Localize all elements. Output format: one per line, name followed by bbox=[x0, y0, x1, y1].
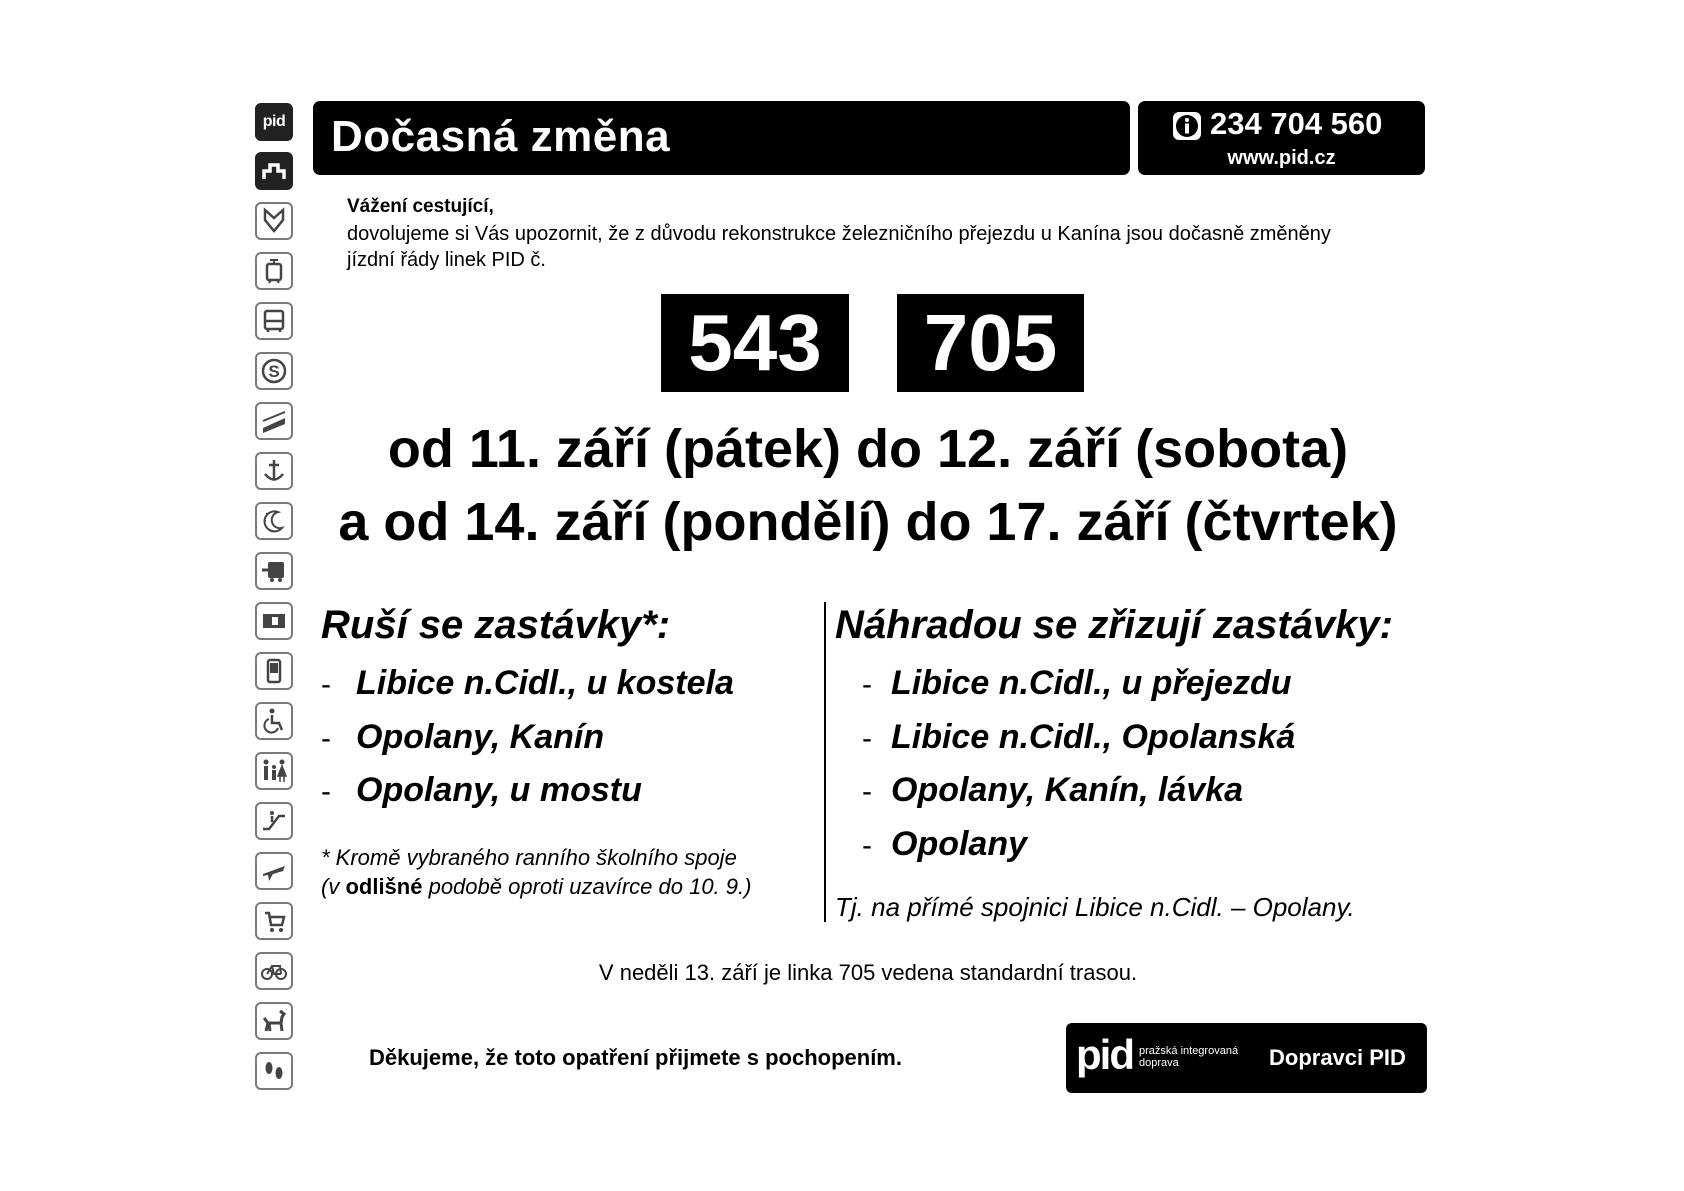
title-bar bbox=[313, 101, 1130, 175]
bus-icon bbox=[255, 302, 293, 340]
airport-icon bbox=[255, 852, 293, 890]
info-icon bbox=[1172, 111, 1202, 141]
replacement-heading: Náhradou se zřizují zastávky: bbox=[835, 603, 1393, 647]
pid-logo: pid bbox=[1076, 1031, 1133, 1078]
greeting: Vážení cestující, bbox=[347, 196, 494, 217]
intro-text: dovolujeme si Vás upozornit, že z důvodu rekonstrukce železničního přejezdu u Kanína jsou dočasně změněny jízdní řády linek PID č. bbox=[347, 223, 1331, 271]
list-dash: - bbox=[321, 668, 331, 701]
info-bar bbox=[1138, 101, 1425, 175]
train-s-icon bbox=[255, 352, 293, 390]
pid-subtitle: pražská integrovaná doprava bbox=[1139, 1045, 1239, 1069]
thanks-text: Děkujeme, že toto opatření přijmete s pochopením. bbox=[369, 1045, 902, 1070]
replacement-bus-icon bbox=[255, 552, 293, 590]
night-icon bbox=[255, 502, 293, 540]
cancelled-stop: Libice n.Cidl., u kostela bbox=[356, 664, 734, 702]
date-range-2: a od 14. září (pondělí) do 17. září (čtvrtek) bbox=[338, 492, 1398, 552]
footnote bbox=[321, 843, 751, 901]
phone-number: 234 704 560 bbox=[1210, 106, 1383, 141]
tram-symbol-icon bbox=[255, 152, 293, 190]
wheelchair-icon bbox=[255, 702, 293, 740]
metro-icon bbox=[255, 202, 293, 240]
dog-icon bbox=[255, 1002, 293, 1040]
footsteps-icon bbox=[255, 1052, 293, 1090]
line-number-705: 705 bbox=[897, 294, 1084, 392]
ferry-icon bbox=[255, 452, 293, 490]
pid-footer-logo bbox=[1066, 1023, 1427, 1093]
operators-label: Dopravci PID bbox=[1269, 1045, 1406, 1070]
list-dash: - bbox=[321, 722, 331, 755]
escalator-icon bbox=[255, 802, 293, 840]
pid-logo-icon: pid bbox=[255, 103, 293, 141]
svg-text:S: S bbox=[268, 362, 280, 381]
replacement-stop: Libice n.Cidl., Opolanská bbox=[891, 718, 1296, 756]
date-range-1: od 11. září (pátek) do 12. září (sobota) bbox=[387, 419, 1349, 479]
stroller-icon bbox=[255, 902, 293, 940]
ticket-icon bbox=[255, 602, 293, 640]
list-dash: - bbox=[321, 775, 331, 808]
column-divider bbox=[824, 602, 826, 922]
list-dash: - bbox=[862, 775, 872, 808]
replacement-stop: Opolany, Kanín, lávka bbox=[891, 771, 1244, 809]
replacement-note: Tj. na přímé spojnici Libice n.Cidl. – Opolany. bbox=[835, 892, 1355, 922]
cancelled-heading: Ruší se zastávky*: bbox=[321, 603, 671, 647]
family-icon bbox=[255, 752, 293, 790]
funicular-icon bbox=[255, 402, 293, 440]
mobile-icon bbox=[255, 652, 293, 690]
list-dash: - bbox=[862, 829, 872, 862]
page-title: Dočasná změna bbox=[331, 112, 671, 161]
sunday-note: V neděli 13. září je linka 705 vedena standardní trasou. bbox=[598, 960, 1138, 985]
list-dash: - bbox=[862, 722, 872, 755]
tram-icon bbox=[255, 252, 293, 290]
cancelled-stop: Opolany, Kanín bbox=[356, 718, 605, 756]
website-link[interactable]: www.pid.cz bbox=[1227, 147, 1336, 169]
list-dash: - bbox=[862, 668, 872, 701]
bicycle-icon bbox=[255, 952, 293, 990]
line-number-543: 543 bbox=[661, 294, 849, 392]
footnote-line-2: (v odlišné podobě oproti uzavírce do 10. 9.) bbox=[321, 874, 752, 899]
replacement-stop: Libice n.Cidl., u přejezdu bbox=[891, 664, 1292, 702]
footnote-line-1: * Kromě vybraného ranního školního spoje bbox=[321, 845, 737, 870]
cancelled-stop: Opolany, u mostu bbox=[356, 771, 642, 809]
replacement-stop: Opolany bbox=[891, 825, 1028, 863]
